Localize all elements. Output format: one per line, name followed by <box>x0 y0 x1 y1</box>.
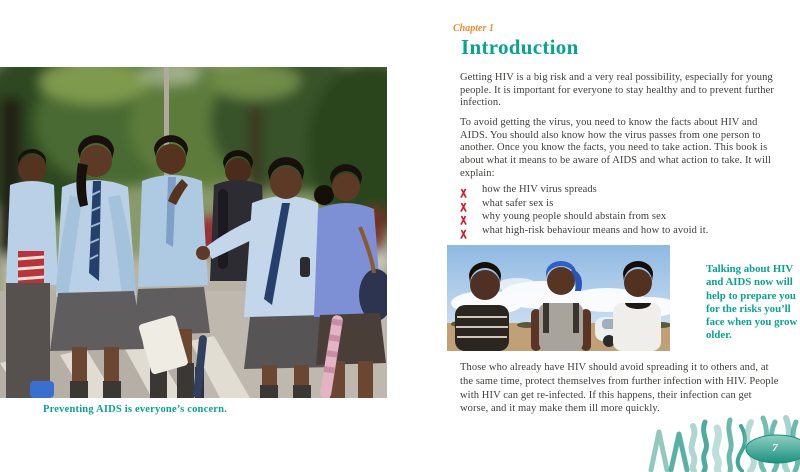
list-item <box>460 224 790 238</box>
corner-decoration <box>645 412 800 472</box>
students-photo <box>0 67 387 398</box>
chapter-label: Chapter 1 <box>453 23 494 34</box>
list-item-text: why young people should abstain from sex <box>482 211 667 223</box>
list-item <box>460 210 790 224</box>
page-number: 7 <box>772 442 778 454</box>
aids-ribbon-icon <box>460 224 482 244</box>
photo-callout-text: Talking about HIV and AIDS now will help to prepare you for the risks you’ll face when you grow older. <box>706 263 798 342</box>
paragraph-1: Getting HIV is a big risk and a very real possibility, especially for young people. It is important for everyone to stay healthy and to prevent further infection. <box>460 72 774 109</box>
young-men-photo-illustration <box>447 245 670 351</box>
students-photo-illustration <box>0 67 387 398</box>
photo-caption: Preventing AIDS is everyone’s concern. <box>43 404 228 415</box>
page-title: Introduction <box>461 35 579 59</box>
list-item <box>460 183 790 197</box>
list-item <box>460 197 790 211</box>
paragraph-2: To avoid getting the virus, you need to know the facts about HIV and AIDS. You should also know how the virus passes from one person to another. Once you know the facts, you need to take action. This book is about what it means to be aware of AIDS and what action to take. It will explain: <box>460 117 772 179</box>
list-item-text: how the HIV virus spreads <box>482 184 597 195</box>
bullet-list <box>460 183 790 237</box>
paragraph-3: Those who already have HIV should avoid spreading it to others and, at the same time, protect themselves from further infection with HIV. People with HIV can get re-infected. If this happens, their infection can get worse, and it may make them ill more quickly. <box>460 362 779 415</box>
girl-head-behind <box>314 185 334 205</box>
list-item-text: what high-risk behaviour means and how to avoid it. <box>482 224 709 236</box>
young-men-photo <box>447 245 670 351</box>
list-item-text: what safer sex is <box>482 197 554 209</box>
